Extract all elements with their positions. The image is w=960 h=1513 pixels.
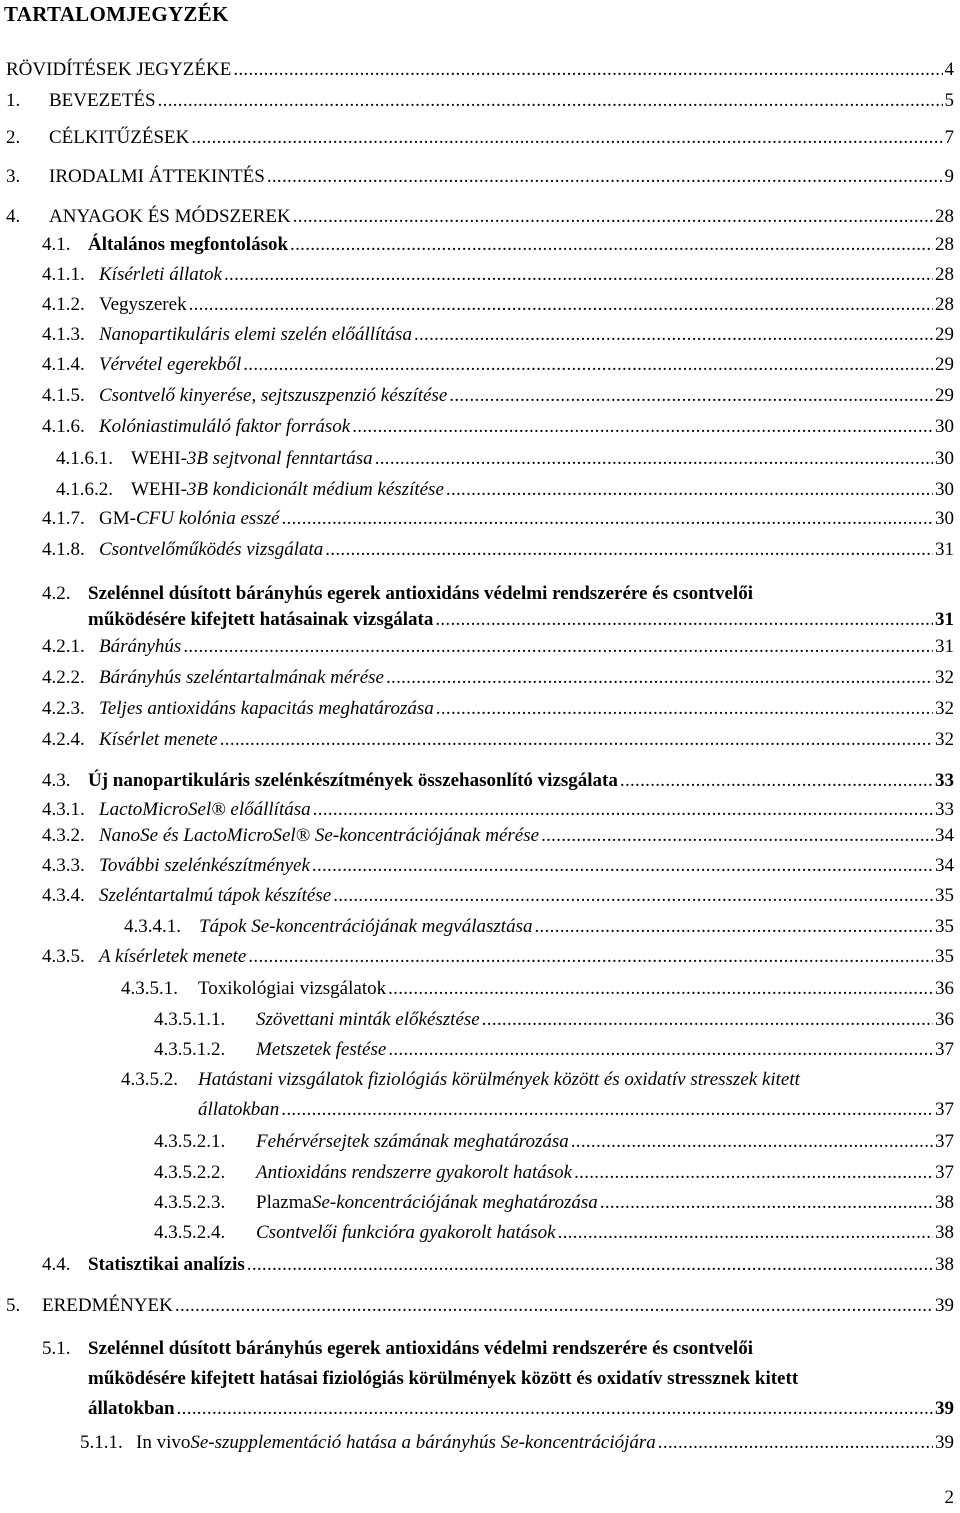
toc-entry[interactable] [42,883,954,909]
toc-entry-number: 4.3.5. [42,946,85,967]
toc-entry-number: 5.1.1. [80,1432,123,1453]
toc-entry-number: 4.3.2. [42,825,85,846]
toc-entry[interactable] [154,1007,954,1033]
toc-entry-text: Antioxidáns rendszerre gyakorolt hatások [256,1162,573,1183]
toc-entry-number: 4.3.1. [42,799,85,820]
toc-entry[interactable] [56,446,954,472]
toc-entry-text: Vegyszerek [99,294,187,315]
toc-entry-page: 29 [935,385,954,406]
toc-entry-number: 4.3.5.2.4. [154,1222,226,1243]
toc-entry-text: Kolóniastimuláló faktor források [99,416,351,437]
toc-entry-page: 28 [935,294,954,315]
toc-entry-number: 4.2. [42,583,71,604]
toc-entry[interactable] [42,727,954,753]
toc-entry-page: 37 [935,1162,954,1183]
toc-entry[interactable] [6,125,954,151]
toc-entry[interactable] [6,204,954,230]
toc-entry-page: 37 [935,1039,954,1060]
toc-entry-text: Általános megfontolások [88,234,289,255]
toc-entry-number: 4.1.7. [42,508,85,529]
toc-entry-text: További szelénkészítmények [99,855,310,876]
toc-entry-text-continued: állatokban [198,1099,280,1120]
toc-entry-text: Toxikológiai vizsgálatok [198,978,387,999]
toc-entry-text: Szelénnel dúsított bárányhús egerek antioxidáns védelmi rendszerére és csontvelői [88,1338,753,1359]
toc-entry-text: Szelénnel dúsított bárányhús egerek antioxidáns védelmi rendszerére és csontvelői [88,583,753,604]
toc-entry-text: Se-koncentrációjának meghatározása [311,1192,598,1213]
toc-entry-text: Szövettani minták előkésztése [256,1009,480,1030]
toc-entry-page: 35 [935,916,954,937]
toc-entry-number: 4.2.4. [42,729,85,750]
toc-entry-number: 4.1.8. [42,539,85,560]
toc-entry-number: 4.1.4. [42,354,85,375]
toc-entry-number: 4.2.2. [42,667,85,688]
toc-entry-page: 9 [944,166,954,187]
toc-entry-text: BEVEZETÉS [49,90,156,111]
toc-entry-number: 4. [6,206,21,227]
toc-entry-page: 39 [935,1398,954,1419]
toc-entry-page: 38 [935,1192,954,1213]
toc-entry-text: Nanopartikuláris elemi szelén előállítása [99,324,412,345]
toc-entry-number: 4.3.5.2. [121,1069,178,1090]
toc-entry-number: 5.1. [42,1338,71,1359]
toc-entry[interactable] [42,1336,954,1426]
toc-entry-text: NanoSe és LactoMicroSel® Se-koncentrációjának mérése [99,825,540,846]
toc-entry-number: 4.3.5.2.3. [154,1192,226,1213]
toc-entry-number: 4.2.1. [42,636,85,657]
toc-entry-text: Se-szupplementáció hatása a bárányhús Se-koncentrációjára [190,1432,656,1453]
toc-entry[interactable] [56,477,954,503]
toc-entry-page: 5 [944,90,954,111]
toc-entry-number: 4.1.1. [42,264,85,285]
toc-entry-text: Új nanopartikuláris szelénkészítmények összehasonlító vizsgálata [88,770,618,791]
toc-entry[interactable] [6,164,954,190]
toc-entry-page: 29 [935,354,954,375]
toc-heading: TARTALOMJEGYZÉK [4,2,229,26]
toc-entry-page: 39 [935,1432,954,1453]
toc-entry-page: 32 [935,698,954,719]
toc-entry-text: Kísérlet menete [99,729,218,750]
toc-entry-text-continued: működésére kifejtett hatásai fiziológiás körülmények között és oxidatív stressznek kitett [88,1368,799,1389]
toc-entry-number: 1. [6,90,21,111]
toc-entry[interactable] [124,914,954,940]
toc-entry-page: 30 [935,416,954,437]
toc-entry-number: 4.2.3. [42,698,85,719]
toc-entry-text-continued: állatokban [88,1398,175,1419]
toc-entry-number: 4.1.2. [42,294,85,315]
toc-entry-number: 4.3.4.1. [124,916,181,937]
toc-entry-number: 4.1.6.1. [56,448,113,469]
toc-entry-text: Szeléntartalmú tápok készítése [99,885,332,906]
toc-entry[interactable] [42,537,954,563]
toc-entry-text: Vérvétel egerekből [99,354,242,375]
toc-entry-page: 30 [935,479,954,500]
toc-entry-page: 37 [935,1099,954,1120]
toc-entry-text: EREDMÉNYEK [42,1295,173,1316]
toc-entry-number: 4.3. [42,770,71,791]
toc-entry[interactable] [42,292,954,318]
toc-entry-text: Tápok Se-koncentrációjának megválasztása [199,916,533,937]
toc-entry-text: Csontvelői funkcióra gyakorolt hatások [256,1222,556,1243]
toc-entry-page: 4 [944,59,954,80]
toc-entry-page: 33 [935,799,954,820]
toc-entry[interactable] [42,797,954,823]
toc-entry-page: 35 [935,885,954,906]
toc-entry-page: 34 [935,855,954,876]
toc-entry[interactable] [42,383,954,409]
toc-entry-text-prefix: WEHI- [131,479,187,500]
toc-entry-text: Csontvelő kinyerése, sejtszuszpenzió készítése [99,385,448,406]
toc-entry-text: Bárányhús [99,636,182,657]
toc-entry-text: Fehérvérsejtek számának meghatározása [256,1131,569,1152]
toc-entry-text: Hatástani vizsgálatok fiziológiás körülmények között és oxidatív stresszek kitett [198,1069,800,1090]
toc-entry[interactable] [42,232,954,258]
toc-entry-number: 2. [6,127,21,148]
toc-entry-page: 32 [935,729,954,750]
toc-entry-number: 4.1.3. [42,324,85,345]
toc-entry-number: 4.3.5.2.2. [154,1162,226,1183]
toc-entry[interactable] [80,1430,954,1456]
toc-entry-number: 4.1.6. [42,416,85,437]
toc-entry-number: 4.3.5.1. [121,978,178,999]
toc-entry[interactable] [42,768,954,794]
toc-entry-number: 4.3.5.1.2. [154,1039,226,1060]
toc-entry[interactable] [154,1129,954,1155]
toc-entry-text: LactoMicroSel® előállítása [99,799,311,820]
toc-entry-number: 4.1. [42,234,71,255]
toc-entry-text: Bárányhús szeléntartalmának mérése [99,667,384,688]
toc-entry-page: 28 [935,234,954,255]
page-number: 2 [944,1487,954,1508]
toc-entry[interactable] [42,322,954,348]
toc-entry-page: 34 [935,825,954,846]
toc-entry-number: 4.3.5.1.1. [154,1009,226,1030]
toc-entry[interactable] [42,352,954,378]
toc-entry[interactable] [42,696,954,722]
toc-entry-page: 32 [935,667,954,688]
toc-entry[interactable] [6,1293,954,1319]
toc-entry-number: 3. [6,166,21,187]
toc-entry-page: 38 [935,1222,954,1243]
toc-entry[interactable] [42,1252,954,1278]
toc-entry[interactable] [154,1037,954,1063]
toc-entry-page: 33 [935,770,954,791]
toc-entry-number: 4.3.4. [42,885,85,906]
toc-entry-page: 31 [935,609,954,630]
toc-entry-number: 5. [6,1295,21,1316]
toc-entry-text: 3B sejtvonal fenntartása [186,448,373,469]
toc-entry-text: Metszetek festése [256,1039,387,1060]
toc-entry[interactable] [42,262,954,288]
toc-entry[interactable] [42,634,954,660]
toc-entry[interactable] [154,1190,954,1216]
toc-entry-number: 4.1.5. [42,385,85,406]
toc-entry-page: 30 [935,508,954,529]
toc-entry-number: 4.4. [42,1254,71,1275]
toc-entry-number: 4.3.3. [42,855,85,876]
toc-entry-text: CÉLKITŰZÉSEK [49,127,190,148]
toc-entry[interactable] [42,944,954,970]
toc-entry-page: 37 [935,1131,954,1152]
toc-entry[interactable] [154,1220,954,1246]
toc-entry-text-prefix: In vivo [136,1432,191,1453]
toc-entry[interactable] [42,823,954,849]
toc-entry-number: 4.3.5.2.1. [154,1131,226,1152]
toc-entry-text: A kísérletek menete [99,946,247,967]
toc-entry[interactable] [42,414,954,440]
toc-entry[interactable] [42,506,954,532]
toc-entry-text-prefix: Plazma [256,1192,312,1213]
toc-entry[interactable] [42,665,954,691]
toc-entry-text-prefix: GM- [99,508,136,529]
toc-entry-page: 39 [935,1295,954,1316]
toc-entry[interactable] [121,1067,954,1123]
toc-entry-text: CFU kolónia esszé [135,508,280,529]
toc-entry-page: 28 [935,206,954,227]
toc-entry[interactable] [42,581,954,633]
toc-entry[interactable] [42,853,954,879]
toc-entry-text-continued: működésére kifejtett hatásainak vizsgálata [88,609,434,630]
toc-entry-page: 38 [935,1254,954,1275]
toc-entry-number: 4.1.6.2. [56,479,113,500]
toc-entry-page: 28 [935,264,954,285]
toc-entry[interactable] [121,976,954,1002]
toc-entry-text: RÖVIDÍTÉSEK JEGYZÉKE [6,59,232,80]
toc-entry-page: 36 [935,1009,954,1030]
toc-entry-text: ANYAGOK ÉS MÓDSZEREK [49,206,291,227]
toc-entry-page: 36 [935,978,954,999]
toc-entry-text: Kísérleti állatok [99,264,222,285]
toc-entry-page: 29 [935,324,954,345]
toc-entry[interactable] [154,1160,954,1186]
toc-entry-text-prefix: WEHI- [131,448,187,469]
toc-entry-page: 7 [944,127,954,148]
toc-entry-text: Csontvelőműködés vizsgálata [99,539,324,560]
toc-entry-page: 30 [935,448,954,469]
toc-entry-page: 35 [935,946,954,967]
toc-entry-text: Statisztikai analízis [88,1254,245,1275]
toc-entry-text: IRODALMI ÁTTEKINTÉS [49,166,265,187]
toc-entry[interactable] [6,88,954,114]
toc-entry-text: Teljes antioxidáns kapacitás meghatározása [99,698,434,719]
toc-entry[interactable] [6,57,954,83]
toc-entry-text: 3B kondicionált médium készítése [186,479,444,500]
toc-entry-page: 31 [935,539,954,560]
toc-entry-page: 31 [935,636,954,657]
